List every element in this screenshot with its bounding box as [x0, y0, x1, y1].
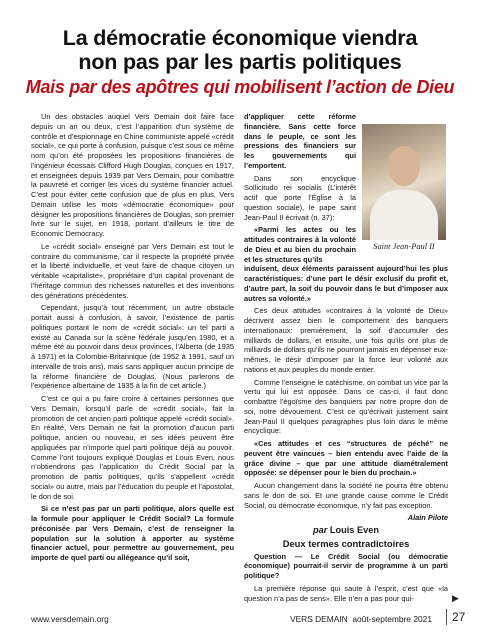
signature: Alain Pilote	[407, 513, 448, 523]
paragraph: Ces deux attitudes «contraires à la volonté de Dieu» décrivent assez bien le comportement des banquiers internationaux: premièrement, la soif d’accumuler des milliards de dollars, et ensuite, une fois qu’ils ont plus de milliards de dollars qu’ils ne pourront jamais en dépenser eux-mêmes, le désir d’imposer par la force leur volonté aux nations et aux peuples du monde entier.	[244, 306, 448, 374]
section-subhead: Deux termes contradictoires	[282, 537, 410, 549]
paragraph: Dans son encyclique Sollicitudo rei socialis (L’intérêt actif que porte l’Église à la question sociale), le pape saint Jean-Paul II écrivait (n. 37):	[244, 173, 356, 222]
footer-website[interactable]: www.versdemain.org	[31, 614, 109, 624]
paragraph: Cependant, jusqu’à tout récemment, un autre obstacle portait aussi à confusion, à savoir, l’existence de partis politiques portant le nom de «crédit social»: un tel parti a existé au Canada sur la scène fédérale jusqu’en 1980, et a même été au pouvoir dans deux provinces, l’Alberta (de 1935 à 1971) et la Colombie-Britannique (de 1952 à 1991, sauf un intervalle de trois ans), mais sans appliquer aucun principe de la réforme financière de Douglas. (Nous parlerons de l’expérience albertaine de 1935 à la fin de cet article.)	[31, 303, 234, 391]
paragraph: Si ce n’est pas par un parti politique, alors quelle est la formule pour appliquer le Crédit Social? La formule préconisée par Vers Demain, c’est de renseigner la population sur la solution à apporter au système financier actuel, pour permettre au gouvernement, peu importe de quel parti ou allégeance qu’il soit,	[31, 504, 234, 562]
title-line-1: La démocratie économique viendra	[62, 26, 418, 50]
question-text: Le Crédit Social (ou démocratie économique) pourrait-il servir de programme à un parti politique?	[244, 551, 448, 580]
quote-paragraph: «Ces attitudes et ces “structures de péché” ne peuvent être vaincues – bien entendu avec l’aide de la grâce divine – que par une attitude diamétralement opposée: se dépenser pour le bien du prochain.»	[244, 439, 448, 478]
photo-caption: Saint Jean-Paul II	[373, 242, 435, 251]
quote-paragraph: «Parmi les actes ou les attitudes contraires à la volonté de Dieu et au bien du prochain et les structures qu’ils	[244, 225, 356, 264]
paragraph: d’appliquer cette réforme financière. Sans cette force dans le peuple, ce sont les pressions des financiers sur les gouvernements qui l’emportent.	[244, 112, 356, 170]
byline-prefix: par	[313, 525, 328, 535]
byline-author: Louis Even	[329, 525, 379, 535]
portrait-photo	[362, 124, 446, 240]
paragraph: Un des obstacles auquel Vers Demain doit faire face depuis un an ou deux, c’est l’apparition d’un système de contrôle et d’espionnage en Chine communiste appelé «crédit social», ce qui porte à confusion, puisque c’est sous ce même nom qu’on été proposées les propositions financières de l’ingénieur écossais Clifford Hugh Douglas, conçues en 1917, et enseignées depuis 1939 par Vers Demain, pour combattre la pauvreté et corriger les vices du système financier actuel. C’est pour éviter cette confusion que de plus en plus, Vers Demain utilise les mots «démocratie économique» pour désigner les propositions financières de Douglas, son premier livre sur le sujet, en 1918, portant d’ailleurs le titre de Economic Democracy.	[31, 112, 234, 238]
title-line-2: non pas par les partis politiques	[78, 50, 402, 74]
paragraph: C’est ce qui a pu faire croire à certaines personnes que Vers Demain, lorsqu’il parle de «crédit social», fait la promotion de cet ancien parti politique appelé «crédit social». En réalité, Vers Demain ne fait la promotion d’aucun parti politique, ancien ou nouveau, et ses idées peuvent être appliquées par n’importe quel parti politique déjà au pouvoir. Comme l’ont toujours expliqué Douglas et Louis Even, nous n’obtiendrons pas l’application du Crédit Social par la promotion de partis politiques, qu’ils s’appellent «crédit social» ou autre, mais par l’éducation du peuple et l’apostolat, le don de soi.	[31, 394, 234, 501]
quote-paragraph: induisent, deux éléments paraissent aujourd’hui les plus caractéristiques: d’une part le désir exclusif du profit et, d’autre part, la soif du pouvoir dans le but d’imposer aux autres sa volonté.»	[244, 264, 448, 303]
page-number: 27	[446, 609, 465, 625]
continue-arrow-icon: ▶	[452, 593, 459, 603]
paragraph: La première réponse qui saute à l’esprit, c’est que «la question n’a pas de sens». Elle n’en a pas pour qui-	[244, 583, 448, 603]
paragraph: Aucun changement dans la société ne pourra être obtenu sans le don de soi. Et une grande cause comme le Crédit Social, ou démocratie économique, n’y fait pas exception.	[244, 481, 448, 510]
photo-face	[388, 146, 420, 186]
article-subtitle: Mais par des apôtres qui mobilisent l’action de Dieu	[25, 77, 455, 97]
photo-robe	[370, 190, 438, 240]
article-title	[0, 26, 480, 74]
byline	[244, 526, 448, 536]
question-label: Question —	[254, 551, 303, 561]
paragraph: Le «crédit social» enseigné par Vers Demain est tout le contraire du communisme, car il respecte la propriété privée et la liberté individuelle, et veut faire de chaque citoyen un véritable «capitaliste», propriétaire d’un capital provenant de l’héritage commun des richesses naturelles et des inventions des générations précédentes.	[31, 241, 234, 300]
footer-magazine: VERS DEMAIN août-septembre 2021	[290, 614, 432, 624]
question-paragraph	[244, 552, 448, 581]
paragraph: Comme l’enseigne le catéchisme, on combat un vice par la vertu qui lui est opposée. Dans ce cas-ci, il faut donc combattre l’égoïsme des banquiers par notre propre don de soi, notre dévouement. C’est ce qu’écrivait justement saint Jean-Paul II quelques paragraphes plus loin dans le même encyclique:	[244, 377, 448, 436]
column-left	[31, 112, 234, 566]
